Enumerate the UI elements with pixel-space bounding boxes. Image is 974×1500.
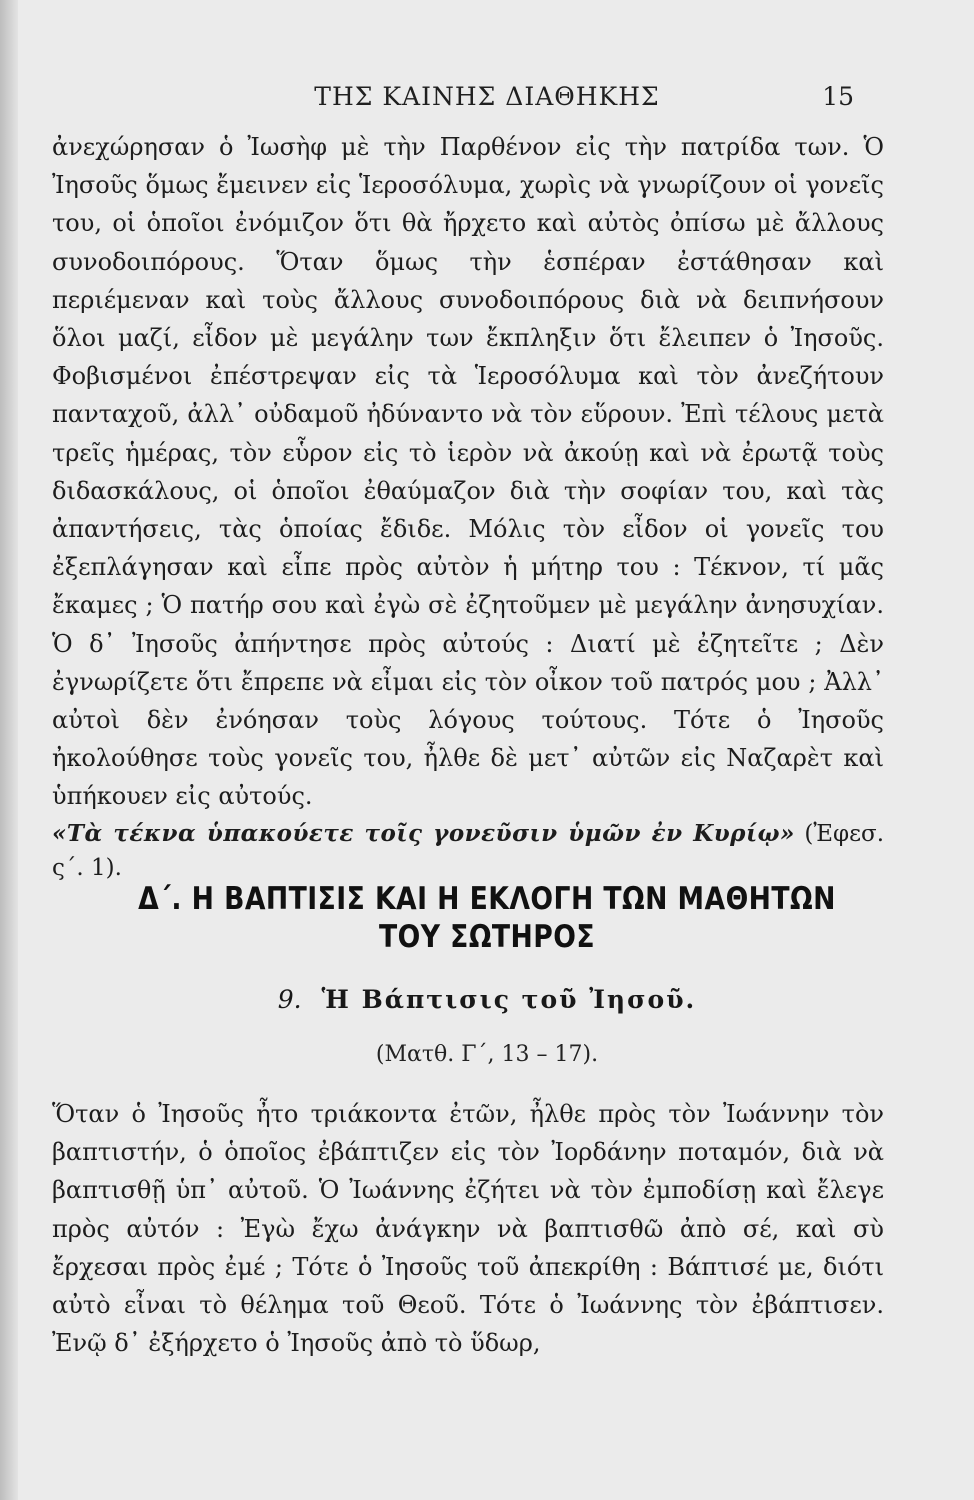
lesson-subheading <box>0 985 974 1015</box>
scan-edge-shadow <box>0 0 18 1500</box>
paragraph-baptism: Ὅταν ὁ Ἰησοῦς ἦτο τριάκοντα ἐτῶν, ἦλθε πρὸς τὸν Ἰωάννην τὸν βαπτιστήν, ὁ ὁποῖος ἐβάπτιζεν εἰς τὸν Ἰορδάνην ποταμόν, διὰ νὰ βαπτισθῇ ὑπ᾽ αὐτοῦ. Ὁ Ἰωάννης ἐζήτει νὰ τὸν ἐμποδίσῃ καὶ ἔλεγε πρὸς αὐτόν : Ἐγὼ ἔχω ἀνάγκην νὰ βαπτισθῶ ἀπὸ σέ, καὶ σὺ ἔρχεσαι πρὸς ἐμέ ; Τότε ὁ Ἰησοῦς τοῦ ἀπεκρίθη : Βάπτισέ με, διότι αὐτὸ εἶναι τὸ θέλημα τοῦ Θεοῦ. Τότε ὁ Ἰωάννης τὸν ἐβάπτισεν. Ἐνῷ δ᾽ ἐξήρχετο ὁ Ἰησοῦς ἀπὸ τὸ ὕδωρ, <box>52 1100 884 1358</box>
main-text-block <box>52 128 884 885</box>
lesson-title: Ἡ Βάπτισις τοῦ Ἰησοῦ. <box>321 985 697 1014</box>
scripture-quote: «Τὰ τέκνα ὑπακούετε τοῖς γονεῦσιν ὑμῶν ἐν Κυρίῳ» <box>52 819 795 847</box>
bible-reference: (Ματθ. Γ΄, 13 – 17). <box>375 1042 599 1067</box>
section-heading-line-1: Δ΄. Η ΒΑΠΤΙΣΙΣ ΚΑΙ Η ΕΚΛΟΓΗ ΤΩΝ ΜΑΘΗΤΩΝ <box>138 881 836 917</box>
section-heading <box>68 880 906 956</box>
page-number: 15 <box>822 82 854 111</box>
scripture-quote-line <box>52 817 884 885</box>
baptism-text-block <box>52 1095 884 1362</box>
paragraph-return-to-nazareth: ἀνεχώρησαν ὁ Ἰωσὴφ μὲ τὴν Παρθένον εἰς τὴν πατρίδα των. Ὁ Ἰησοῦς ὅμως ἔμεινεν εἰς Ἱεροσόλυμα, χωρὶς νὰ γνωρίζουν οἱ γονεῖς του, οἱ ὁποῖοι ἐνόμιζον ὅτι θὰ ἤρχετο καὶ αὐτὸς ὀπίσω μὲ ἄλλους συνοδοιπόρους. Ὅταν ὅμως τὴν ἑσπέραν ἐστάθησαν καὶ περιέμεναν καὶ τοὺς ἄλλους συνοδοιπόρους διὰ νὰ δειπνήσουν ὅλοι μαζί, εἶδον μὲ μεγάλην των ἔκπληξιν ὅτι ἔλειπεν ὁ Ἰησοῦς. Φοβισμένοι ἐπέστρεψαν εἰς τὰ Ἱεροσόλυμα καὶ τὸν ἀνεζήτουν πανταχοῦ, ἀλλ᾽ οὐδαμοῦ ἠδύναντο νὰ τὸν εὕρουν. Ἐπὶ τέλους μετὰ τρεῖς ἡμέρας, τὸν εὗρον εἰς τὸ ἱερὸν νὰ ἀκούῃ καὶ νὰ ἐρωτᾷ τοὺς διδασκάλους, οἱ ὁποῖοι ἐθαύμαζον διὰ τὴν σοφίαν του, καὶ τὰς ἀπαντήσεις, τὰς ὁποίας ἔδιδε. Μόλις τὸν εἶδον οἱ γονεῖς του ἐξεπλάγησαν καὶ εἶπε πρὸς αὐτὸν ἡ μήτηρ του : Τέκνον, τί μᾶς ἔκαμες ; Ὁ πατήρ σου καὶ ἐγὼ σὲ ἐζητοῦμεν μὲ μεγάλην ἀνησυχίαν. Ὁ δ᾽ Ἰησοῦς ἀπήντησε πρὸς αὐτούς : Διατί μὲ ἐζητεῖτε ; Δὲν ἐγνωρίζετε ὅτι ἔπρεπε νὰ εἶμαι εἰς τὸν οἶκον τοῦ πατρός μου ; Ἀλλ᾽ αὐτοὶ δὲν ἐνόησαν τοὺς λόγους τούτους. Τότε ὁ Ἰησοῦς ἠκολούθησε τοὺς γονεῖς του, ἦλθε δὲ μετ᾽ αὐτῶν εἰς Ναζαρὲτ καὶ ὑπήκουεν εἰς αὐτούς. <box>52 133 884 811</box>
page-header <box>0 82 974 122</box>
running-title: ΤΗΣ ΚΑΙΝΗΣ ΔΙΑΘΗΚΗΣ <box>314 82 660 111</box>
scripture-quote-reference: (Ἐφεσ. ς΄. 1). <box>52 820 884 881</box>
lesson-number: 9. <box>277 985 302 1014</box>
section-heading-line-2: ΤΟΥ ΣΩΤΗΡΟΣ <box>379 919 595 955</box>
